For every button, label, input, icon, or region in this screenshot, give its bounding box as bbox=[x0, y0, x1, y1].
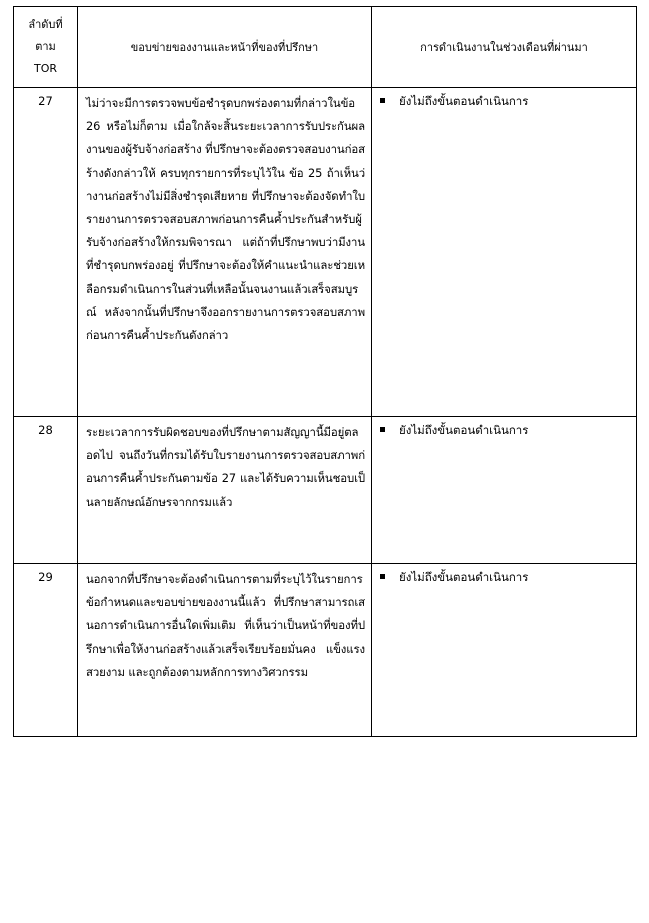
table-row bbox=[14, 564, 637, 737]
square-bullet-icon bbox=[380, 98, 385, 103]
row-scope-cell bbox=[78, 88, 372, 417]
table-header bbox=[14, 7, 637, 88]
header-tor-number-line3: TOR bbox=[33, 62, 58, 75]
status-bullet-item bbox=[380, 423, 630, 437]
row-status-cell bbox=[372, 88, 637, 417]
row-number: 29 bbox=[14, 564, 78, 737]
table-row bbox=[14, 417, 637, 564]
row-status-text: ยังไม่ถึงขั้นตอนดำเนินการ bbox=[399, 570, 529, 584]
table-row bbox=[14, 88, 637, 417]
square-bullet-icon bbox=[380, 574, 385, 579]
header-scope: ขอบข่ายของงานและหน้าที่ของที่ปรึกษา bbox=[78, 7, 372, 88]
header-tor-number-line2: ตาม bbox=[35, 40, 56, 53]
status-bullet-item bbox=[380, 570, 630, 584]
row-number: 28 bbox=[14, 417, 78, 564]
row-scope-cell bbox=[78, 417, 372, 564]
row-status-cell bbox=[372, 417, 637, 564]
header-tor-number-line1: ลำดับที่ bbox=[28, 18, 63, 31]
row-status-text: ยังไม่ถึงขั้นตอนดำเนินการ bbox=[399, 423, 529, 437]
header-progress: การดำเนินงานในช่วงเดือนที่ผ่านมา bbox=[372, 7, 637, 88]
row-number: 27 bbox=[14, 88, 78, 417]
header-row bbox=[14, 7, 637, 88]
row-scope-cell bbox=[78, 564, 372, 737]
square-bullet-icon bbox=[380, 427, 385, 432]
status-bullet-item bbox=[380, 94, 630, 108]
table-body bbox=[14, 88, 637, 737]
row-scope-text: ระยะเวลาการรับผิดชอบของที่ปรึกษาตามสัญญานี้มีอยู่ตลอดไป จนถึงวันที่กรมได้รับใบรายงานการตรวจสอบสภาพก่อนการคืนค้ำประกันตามข้อ 27 และได้รับความเห็นชอบเป็นลายลักษณ์อักษรจากกรมแล้ว bbox=[86, 425, 365, 509]
tor-progress-table bbox=[13, 6, 637, 737]
row-status-text: ยังไม่ถึงขั้นตอนดำเนินการ bbox=[399, 94, 529, 108]
header-tor-number bbox=[14, 7, 78, 88]
row-scope-text: ไม่ว่าจะมีการตรวจพบข้อชำรุดบกพร่องตามที่กล่าวในข้อ 26 หรือไม่ก็ตาม เมื่อใกล้จะสิ้นระยะเวลาการรับประกันผลงานของผู้รับจ้างก่อสร้าง ที่ปรึกษาจะต้องตรวจสอบงานก่อสร้างดังกล่าวให้ ครบทุกรายการที่ระบุไว้ใน ข้อ 25 ถ้าเห็นว่างานก่อสร้างไม่มีสิ่งชำรุดเสียหาย ที่ปรึกษาจะต้องจัดทำใบรายงานการตรวจสอบสภาพก่อนการคืนค้ำประกันสำหรับผู้รับจ้างก่อสร้างให้กรมพิจารณา แต่ถ้าที่ปรึกษาพบว่ามีงานที่ชำรุดบกพร่องอยู่ ที่ปรึกษาจะต้องให้คำแนะนำและช่วยเหลือกรมดำเนินการในส่วนที่เหลือนั้นจนงานแล้วเสร็จสมบูรณ์ หลังจากนั้นที่ปรึกษาจึงออกรายงานการตรวจสอบสภาพก่อนการคืนค้ำประกันดังกล่าว bbox=[86, 96, 365, 343]
row-scope-text: นอกจากที่ปรึกษาจะต้องดำเนินการตามที่ระบุไว้ในรายการข้อกำหนดและขอบข่ายของงานนี้แล้ว ที่ปรึกษาสามารถเสนอการดำเนินการอื่นใดเพิ่มเติม ที่เห็นว่าเป็นหน้าที่ของที่ปรึกษาเพื่อให้งานก่อสร้างแล้วเสร็จเรียบร้อยมั่นคง แข็งแรง สวยงาม และถูกต้องตามหลักการทางวิศวกรรม bbox=[86, 572, 365, 679]
row-status-cell bbox=[372, 564, 637, 737]
